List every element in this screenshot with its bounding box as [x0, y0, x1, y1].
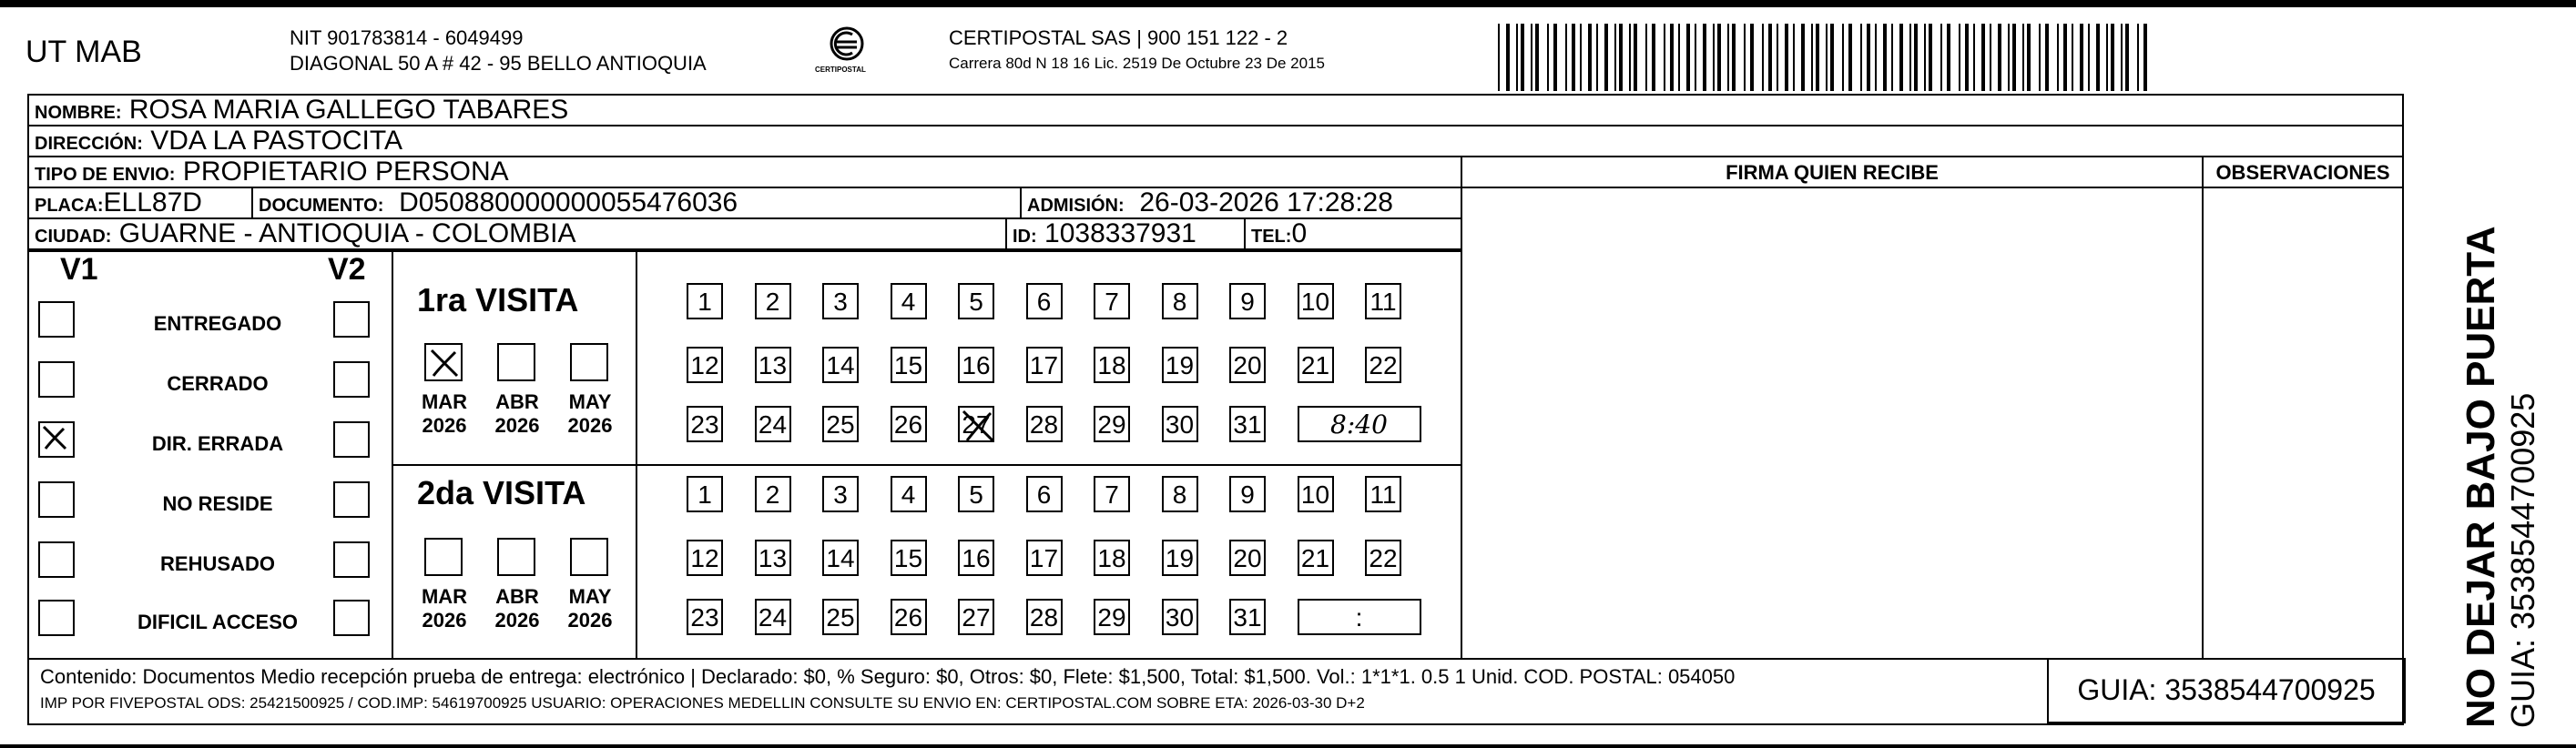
day-box[interactable]: 1 — [687, 476, 723, 512]
month-label: ABR 2026 — [494, 585, 540, 632]
day-box[interactable]: 31 — [1229, 599, 1266, 635]
month-checkbox[interactable] — [424, 343, 463, 381]
status-label: ENTREGADO — [153, 312, 282, 335]
placa-value: ELL87D — [103, 187, 202, 217]
day-box[interactable]: 19 — [1162, 347, 1198, 383]
day-box[interactable]: 18 — [1094, 347, 1130, 383]
visit-divider — [393, 464, 1461, 466]
v2-checkbox[interactable] — [333, 421, 370, 458]
day-box[interactable]: 15 — [891, 540, 927, 576]
admision-label: ADMISIÓN: — [1027, 196, 1125, 216]
id-label: ID: — [1013, 227, 1037, 247]
v2-checkbox[interactable] — [333, 481, 370, 518]
day-box[interactable]: 30 — [1162, 406, 1198, 442]
v2-checkbox[interactable] — [333, 600, 370, 636]
side-warning: NO DEJAR BAJO PUERTA — [2459, 226, 2503, 728]
status-label: CERRADO — [167, 372, 269, 395]
id-value: 1038337931 — [1044, 218, 1196, 248]
direccion-value: VDA LA PASTOCITA — [150, 126, 403, 156]
row-nombre — [29, 96, 2402, 126]
month-checkbox[interactable] — [497, 343, 535, 381]
day-box[interactable]: 7 — [1094, 476, 1130, 512]
day-box[interactable]: 5 — [958, 476, 994, 512]
v1-header: V1 — [60, 252, 98, 287]
day-box[interactable]: 16 — [958, 347, 994, 383]
tipo-label: TIPO DE ENVIO: — [35, 165, 176, 185]
nit-line: NIT 901783814 - 6049499 — [290, 26, 524, 49]
day-box[interactable]: 28 — [1026, 406, 1063, 442]
day-box[interactable]: 21 — [1298, 347, 1334, 383]
day-box[interactable]: 10 — [1298, 283, 1334, 319]
day-box[interactable]: 30 — [1162, 599, 1198, 635]
month-label: MAY 2026 — [567, 585, 613, 632]
header — [0, 7, 2576, 96]
day-box[interactable]: 22 — [1365, 540, 1401, 576]
footer-contenido: Contenido: Documentos Medio recepción prueba de entrega: electrónico | Declarado: $0, % Seguro: $0, Otros: $0, Flete: $1,500, Total: $1,500. Vol.: 1*1*1. 0.5 1 Unid. COD. POSTAL: 054050 — [40, 665, 1736, 688]
guia-box: GUIA: 3538544700925 — [2047, 658, 2406, 723]
day-box[interactable]: 24 — [755, 406, 791, 442]
status-label: NO RESIDE — [162, 492, 273, 515]
documento-value: D050880000000055476036 — [399, 187, 738, 217]
top-border — [0, 0, 2576, 7]
day-box[interactable]: 20 — [1229, 347, 1266, 383]
day-box[interactable]: 28 — [1026, 599, 1063, 635]
v1-checkbox[interactable] — [38, 361, 75, 398]
day-box[interactable]: 17 — [1026, 540, 1063, 576]
v2-header: V2 — [328, 252, 366, 287]
nombre-value: ROSA MARIA GALLEGO TABARES — [128, 95, 569, 125]
day-box[interactable]: 31 — [1229, 406, 1266, 442]
observaciones-header: OBSERVACIONES — [2215, 161, 2390, 184]
status-divider — [392, 250, 393, 660]
certipostal-nit: CERTIPOSTAL SAS | 900 151 122 - 2 — [949, 26, 1288, 49]
barcode — [1498, 24, 2226, 91]
month-checkbox[interactable] — [424, 538, 463, 576]
month-label: MAR 2026 — [421, 585, 468, 632]
day-box[interactable]: 15 — [891, 347, 927, 383]
v2-checkbox[interactable] — [333, 541, 370, 578]
day-box[interactable]: 17 — [1026, 347, 1063, 383]
side-guia: GUIA: 3538544700925 — [2504, 392, 2541, 728]
day-box[interactable]: 6 — [1026, 283, 1063, 319]
day-box[interactable]: 9 — [1229, 283, 1266, 319]
documento-label: DOCUMENTO: — [259, 196, 384, 216]
nombre-label: NOMBRE: — [35, 103, 122, 123]
day-box[interactable]: 14 — [822, 347, 859, 383]
v1-checkbox[interactable] — [38, 301, 75, 338]
day-box[interactable]: 8 — [1162, 283, 1198, 319]
day-box[interactable]: 27 — [958, 599, 994, 635]
day-box[interactable]: 18 — [1094, 540, 1130, 576]
row-placa — [29, 188, 1461, 219]
month-checkbox[interactable] — [497, 538, 535, 576]
address-line: DIAGONAL 50 A # 42 - 95 BELLO ANTIOQUIA — [290, 52, 707, 75]
day-box[interactable]: 26 — [891, 406, 927, 442]
month-label: MAY 2026 — [567, 390, 613, 437]
certipostal-info — [949, 25, 1325, 76]
obs-divider — [2202, 157, 2204, 660]
day-box[interactable]: 25 — [822, 406, 859, 442]
row-ciudad — [29, 219, 1461, 250]
day-box[interactable]: 11 — [1365, 476, 1401, 512]
tel-value: 0 — [1291, 218, 1308, 248]
month-divider — [636, 250, 637, 660]
day-box[interactable]: 10 — [1298, 476, 1334, 512]
month-checkbox[interactable] — [570, 538, 608, 576]
day-box[interactable]: 2 — [755, 476, 791, 512]
day-box[interactable]: 4 — [891, 476, 927, 512]
day-box[interactable]: 6 — [1026, 476, 1063, 512]
visit2-title: 2da VISITA — [417, 474, 586, 511]
row-direccion — [29, 126, 2402, 157]
firma-divider — [1461, 157, 1462, 660]
day-box[interactable]: 16 — [958, 540, 994, 576]
footer-imp: IMP POR FIVEPOSTAL ODS: 25421500925 / COD.IMP: 54619700925 USUARIO: OPERACIONES MEDELLIN CONSULTE SU ENVIO EN: CERTIPOSTAL.COM SOBRE ETA: 2026-03-30 D+2 — [40, 694, 1365, 712]
status-label: DIR. ERRADA — [151, 432, 284, 455]
footer — [27, 660, 2404, 725]
ciudad-label: CIUDAD: — [35, 227, 112, 247]
day-box[interactable]: 8 — [1162, 476, 1198, 512]
day-box[interactable]: 7 — [1094, 283, 1130, 319]
day-box[interactable]: 21 — [1298, 540, 1334, 576]
day-box[interactable]: 26 — [891, 599, 927, 635]
v1-checkbox[interactable] — [38, 541, 75, 578]
status-label: DIFICIL ACCESO — [137, 611, 298, 633]
visit1-title: 1ra VISITA — [417, 281, 579, 318]
direccion-label: DIRECCIÓN: — [35, 134, 143, 154]
day-box[interactable]: 11 — [1365, 283, 1401, 319]
side-text — [2459, 226, 2542, 728]
day-box[interactable]: 22 — [1365, 347, 1401, 383]
company-name: UT MAB — [25, 35, 142, 69]
placa-label: PLACA: — [35, 196, 104, 216]
day-box[interactable]: 14 — [822, 540, 859, 576]
day-box[interactable]: 23 — [687, 599, 723, 635]
day-box[interactable]: 12 — [687, 347, 723, 383]
time-box[interactable]: 8:40 — [1298, 406, 1421, 442]
bottom-border — [0, 744, 2576, 748]
v1-checkbox[interactable] — [38, 481, 75, 518]
day-box[interactable]: 2 — [755, 283, 791, 319]
day-box[interactable]: 23 — [687, 406, 723, 442]
day-box[interactable]: 24 — [755, 599, 791, 635]
day-box[interactable]: 20 — [1229, 540, 1266, 576]
v2-checkbox[interactable] — [333, 301, 370, 338]
certipostal-license: Carrera 80d N 18 16 Lic. 2519 De Octubre 23 De 2015 — [949, 55, 1325, 72]
company-nit — [290, 25, 707, 76]
month-label: MAR 2026 — [421, 390, 468, 437]
day-box[interactable]: 4 — [891, 283, 927, 319]
day-box[interactable]: 13 — [755, 347, 791, 383]
v1-checkbox[interactable] — [38, 600, 75, 636]
month-label: ABR 2026 — [494, 390, 540, 437]
day-box[interactable]: 3 — [822, 476, 859, 512]
month-checkbox[interactable] — [570, 343, 608, 381]
tel-label: TEL: — [1251, 227, 1292, 247]
v2-checkbox[interactable] — [333, 361, 370, 398]
day-box[interactable]: 5 — [958, 283, 994, 319]
logo-text: CERTIPOSTAL — [815, 66, 866, 74]
day-box[interactable]: 29 — [1094, 406, 1130, 442]
v1-checkbox[interactable] — [38, 421, 75, 458]
day-box[interactable]: 3 — [822, 283, 859, 319]
status-label: REHUSADO — [160, 552, 275, 575]
ciudad-value: GUARNE - ANTIOQUIA - COLOMBIA — [118, 218, 576, 248]
firma-header-line — [1462, 187, 2402, 188]
delivery-form — [27, 94, 2404, 660]
day-box[interactable]: 19 — [1162, 540, 1198, 576]
certipostal-logo — [812, 22, 885, 86]
day-box[interactable]: 1 — [687, 283, 723, 319]
firma-header: FIRMA QUIEN RECIBE — [1726, 161, 1939, 184]
day-box[interactable]: 13 — [755, 540, 791, 576]
day-box[interactable]: 9 — [1229, 476, 1266, 512]
admision-value: 26-03-2026 17:28:28 — [1139, 187, 1393, 217]
day-box[interactable]: 27 — [958, 406, 994, 442]
time-box[interactable]: : — [1298, 599, 1421, 635]
day-box[interactable]: 12 — [687, 540, 723, 576]
day-box[interactable]: 29 — [1094, 599, 1130, 635]
row-tipo — [29, 157, 1461, 188]
tipo-value: PROPIETARIO PERSONA — [182, 157, 509, 187]
day-box[interactable]: 25 — [822, 599, 859, 635]
